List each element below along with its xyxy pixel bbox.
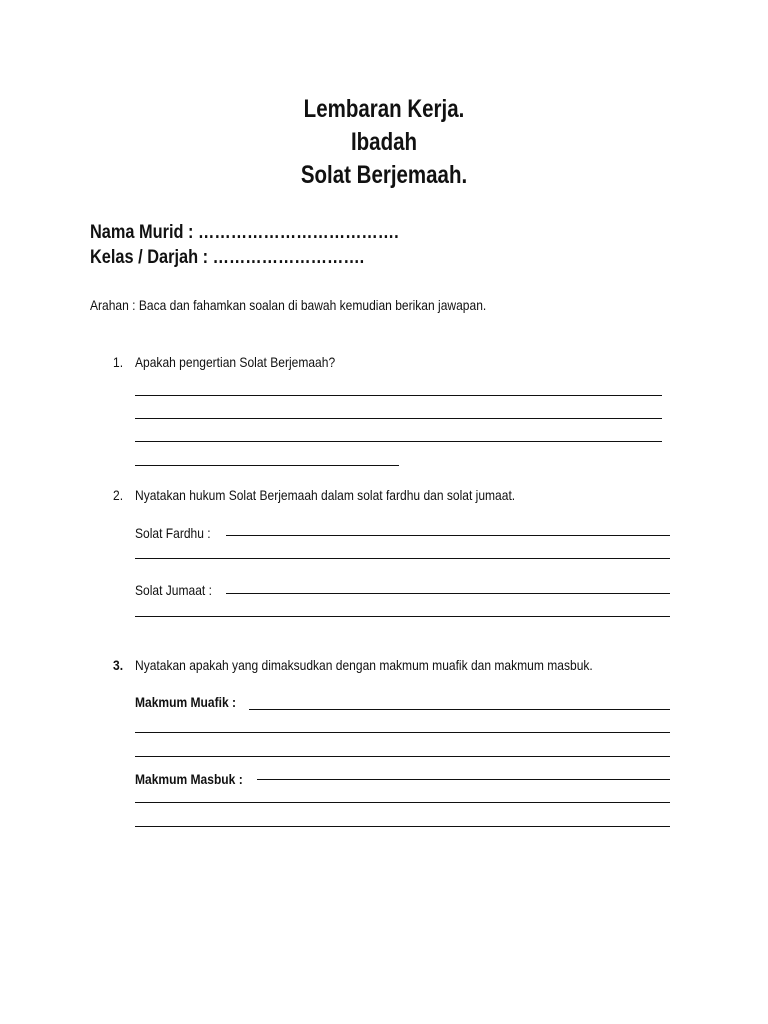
makmum-muafik-answer-line[interactable] bbox=[249, 709, 670, 710]
makmum-muafik-label: Makmum Muafik : bbox=[135, 694, 237, 710]
question-3-number: 3. bbox=[113, 657, 124, 673]
question-1-number: 1. bbox=[113, 354, 124, 370]
solat-fardhu-label: Solat Fardhu : bbox=[135, 525, 211, 541]
answer-line[interactable] bbox=[135, 395, 662, 396]
answer-line[interactable] bbox=[135, 418, 662, 419]
question-1-text: Apakah pengertian Solat Berjemaah? bbox=[135, 354, 336, 370]
answer-line[interactable] bbox=[135, 826, 670, 827]
title-line-1: Lembaran Kerja. bbox=[303, 95, 465, 123]
answer-line[interactable] bbox=[135, 732, 670, 733]
solat-jumaat-label: Solat Jumaat : bbox=[135, 582, 212, 598]
answer-line[interactable] bbox=[135, 756, 670, 757]
makmum-masbuk-label: Makmum Masbuk : bbox=[135, 771, 243, 787]
makmum-masbuk-answer-line[interactable] bbox=[257, 779, 670, 780]
student-name-line: Nama Murid : ………………………………. bbox=[90, 222, 399, 243]
title-line-3: Solat Berjemaah. bbox=[300, 161, 468, 189]
solat-fardhu-answer-line[interactable] bbox=[226, 535, 670, 536]
answer-line[interactable] bbox=[135, 802, 670, 803]
answer-line[interactable] bbox=[135, 616, 670, 617]
question-2-number: 2. bbox=[113, 487, 124, 503]
answer-line[interactable] bbox=[135, 465, 399, 466]
instructions: Arahan : Baca dan fahamkan soalan di bawah kemudian berikan jawapan. bbox=[90, 297, 487, 313]
answer-line[interactable] bbox=[135, 558, 670, 559]
title-line-2: Ibadah bbox=[350, 128, 418, 156]
worksheet-title bbox=[0, 93, 768, 192]
student-class-line: Kelas / Darjah : ………………………. bbox=[90, 247, 365, 268]
question-2-text: Nyatakan hukum Solat Berjemaah dalam solat fardhu dan solat jumaat. bbox=[135, 487, 516, 503]
solat-jumaat-answer-line[interactable] bbox=[226, 593, 670, 594]
question-3-text: Nyatakan apakah yang dimaksudkan dengan makmum muafik dan makmum masbuk. bbox=[135, 657, 593, 673]
answer-line[interactable] bbox=[135, 441, 662, 442]
